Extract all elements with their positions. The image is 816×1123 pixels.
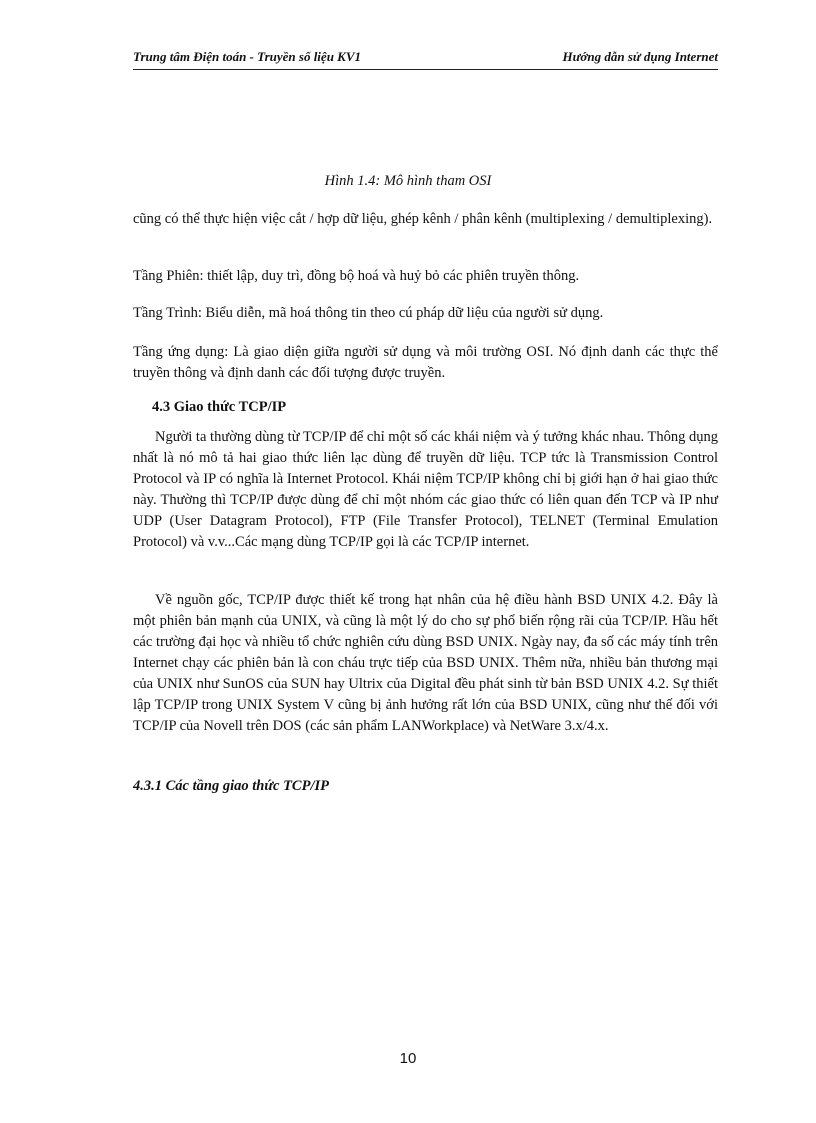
section-heading-4-3: 4.3 Giao thức TCP/IP <box>152 399 287 415</box>
header-left-text: Trung tâm Điện toán - Truyền số liệu KV1 <box>133 49 362 64</box>
page-header <box>133 49 718 69</box>
header-divider <box>133 69 718 70</box>
header-right-text: Hướng dẫn sử dụng Internet <box>562 49 718 64</box>
paragraph-presentation-layer: Tầng Trình: Biểu diễn, mã hoá thông tin theo cú pháp dữ liệu của người sử dụng. <box>133 305 604 321</box>
paragraph-tcpip-definition: Người ta thường dùng từ TCP/IP để chỉ một số các khái niệm và ý tưởng khác nhau. Thông dụng nhất là nó mô tả hai giao thức liên lạc dùng để truyền dữ liệu. TCP tức là Transmission Control Protocol và IP có nghĩa là Internet Protocol. Khái niệm TCP/IP không chỉ bị giới hạn ở hai giao thức này. Thường thì TCP/IP được dùng để chỉ một nhóm các giao thức có liên quan đến TCP và IP như UDP (User Datagram Protocol), FTP (File Transfer Protocol), TELNET (Terminal Emulation Protocol) và v.v...Các mạng dùng TCP/IP gọi là các TCP/IP internet. <box>133 429 718 550</box>
page-number: 10 <box>399 1050 417 1067</box>
paragraph-multiplexing: cũng có thể thực hiện việc cắt / hợp dữ liệu, ghép kênh / phân kênh (multiplexing / demultiplexing). <box>133 211 713 227</box>
paragraph-application-layer: Tầng ứng dụng: Là giao diện giữa người sử dụng và môi trường OSI. Nó định danh các thực thể truyền thông và định danh các đối tượng được truyền. <box>133 344 718 381</box>
subsection-heading-4-3-1: 4.3.1 Các tầng giao thức TCP/IP <box>133 778 329 794</box>
figure-caption: Hình 1.4: Mô hình tham OSI <box>324 173 492 189</box>
paragraph-session-layer: Tầng Phiên: thiết lập, duy trì, đồng bộ hoá và huỷ bỏ các phiên truyền thông. <box>133 268 580 284</box>
paragraph-tcpip-origin: Về nguồn gốc, TCP/IP được thiết kế trong hạt nhân của hệ điều hành BSD UNIX 4.2. Đây là một phiên bản mạnh của UNIX, và cũng là một lý do cho sự phổ biến rộng rãi của TCP/IP. Hầu hết các trường đại học và nhiều tổ chức nghiên cứu dùng BSD UNIX. Ngày nay, đa số các máy tính trên Internet chạy các phiên bản là con cháu trực tiếp của BSD UNIX. Thêm nữa, nhiều bản thương mại của UNIX như SunOS của SUN hay Ultrix của Digital đều phát sinh từ bản BSD UNIX 4.2. Sự thiết lập TCP/IP trong UNIX System V cũng bị ảnh hưởng rất lớn của BSD UNIX, cũng như thế đối với TCP/IP của Novell trên DOS (các sản phẩm LANWorkplace) và NetWare 3.x/4.x. <box>133 592 718 734</box>
